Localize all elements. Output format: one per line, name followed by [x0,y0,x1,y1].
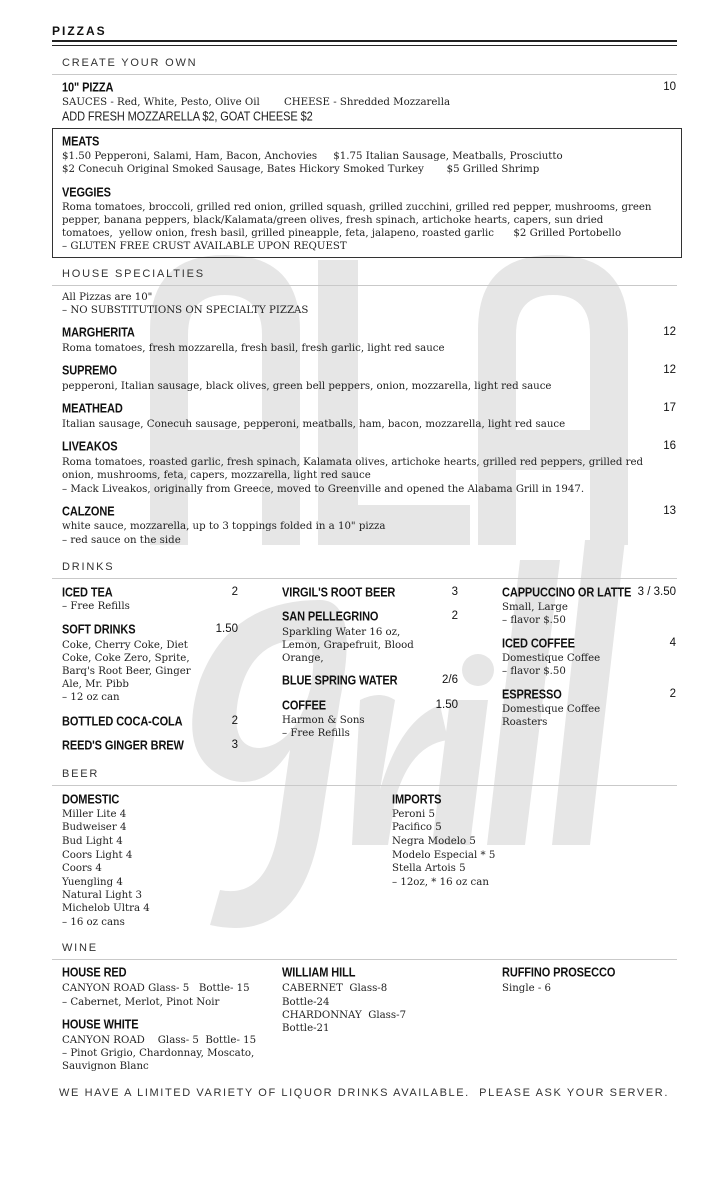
wine-detail: CANYON ROAD Glass- 5 Bottle- 15 [62,983,250,994]
wine-house-white-title: HOUSE WHITE [62,1018,139,1032]
beer-item: Bud Light 4 [62,836,123,847]
footer-note: WE HAVE A LIMITED VARIETY OF LIQUOR DRINKS AVAILABLE. PLEASE ASK YOUR SERVER. [59,1087,669,1099]
wine-ruffino-title: RUFFINO PROSECCO [502,966,616,980]
drink-price: 3 [451,586,458,598]
pizza-price: 10 [663,81,676,93]
section-create-your-own: CREATE YOUR OWN [62,57,198,69]
beer-item: Peroni 5 [392,809,435,820]
drink-name: ESPRESSO [502,688,562,702]
beer-item: Yuengling 4 [62,877,123,888]
beer-item: Coors 4 [62,863,102,874]
beer-item: Natural Light 3 [62,890,143,901]
section-wine: WINE [62,942,98,954]
drink-price: 2/6 [442,674,458,686]
beer-note: – 16 oz cans [62,917,125,928]
drink-detail: Small, Large [502,602,568,613]
beer-item: Pacifico 5 [392,822,442,833]
drink-detail: Harmon & Sons [282,715,365,726]
drink-detail: Sparkling Water 16 oz, [282,627,401,638]
menu-item-name: MARGHERITA [62,326,135,340]
drink-price: 2 [231,586,238,598]
section-house-specialties: HOUSE SPECIALTIES [62,268,205,280]
drink-detail: – Free Refills [282,728,350,739]
beer-domestic-title: DOMESTIC [62,793,120,807]
menu-item-description: white sauce, mozzarella, up to 3 toppings folded in a 10" pizza [62,521,386,532]
drink-detail: Domestique Coffee [502,653,601,664]
drink-price: 2 [231,715,238,727]
drink-detail: Ale, Mr. Pibb [62,679,129,690]
drink-name: ICED COFFEE [502,637,575,651]
drink-detail: Domestique Coffee [502,704,601,715]
drink-detail: Lemon, Grapefruit, Blood [282,640,414,651]
drink-price: 4 [669,637,676,649]
menu-item-price: 17 [663,402,676,414]
wine-william-hill-title: WILLIAM HILL [282,966,356,980]
beer-item: Budweiser 4 [62,822,127,833]
section-divider [52,74,677,75]
title-rule-thin [52,45,677,46]
menu-item-name: LIVEAKOS [62,440,118,454]
drink-price: 2 [669,688,676,700]
wine-detail: CANYON ROAD Glass- 5 Bottle- 15 [62,1035,257,1046]
wine-detail: Bottle-24 [282,997,330,1008]
section-divider [52,285,677,286]
drink-name: BLUE SPRING WATER [282,674,398,688]
beer-item: Stella Artois 5 [392,863,466,874]
menu-item-price: 16 [663,440,676,452]
section-divider [52,785,677,786]
specialties-note-1: All Pizzas are 10" [62,292,153,303]
drink-price: 2 [451,610,458,622]
menu-item-price: 13 [663,505,676,517]
veggies-line-1: Roma tomatoes, broccoli, grilled red onion, grilled squash, grilled zucchini, grilled red pepper, mushrooms, green [62,202,652,213]
menu-item-description: – Mack Liveakos, originally from Greece, moved to Greenville and opened the Alabama Grill in 1947. [62,484,585,495]
section-divider [52,578,677,579]
drink-name: SAN PELLEGRINO [282,610,379,624]
sauces-text: SAUCES - Red, White, Pesto, Olive Oil [62,97,260,108]
menu-item-description: onion, mushrooms, feta, capers, mozzarella, light red sauce [62,470,371,481]
beer-item: Coors Light 4 [62,850,133,861]
menu-item-price: 12 [663,364,676,376]
wine-detail: CABERNET Glass-8 [282,983,388,994]
drink-detail: Coke, Coke Zero, Sprite, [62,653,190,664]
drink-detail: – Free Refills [62,601,130,612]
beer-item: Miller Lite 4 [62,809,127,820]
page-title: PIZZAS [52,24,107,38]
beer-note: – 12oz, * 16 oz can [392,877,489,888]
drink-name: CAPPUCCINO OR LATTE [502,586,632,600]
menu-item-name: CALZONE [62,505,115,519]
menu-item-description: Roma tomatoes, roasted garlic, fresh spinach, Kalamata olives, artichoke hearts, grilled red peppers, grilled red [62,457,644,468]
menu-item-description: Roma tomatoes, fresh mozzarella, fresh basil, fresh garlic, light red sauce [62,343,445,354]
gluten-free-note: – GLUTEN FREE CRUST AVAILABLE UPON REQUEST [62,241,347,252]
wine-detail: – Pinot Grigio, Chardonnay, Moscato, [62,1048,255,1059]
beer-item: Negra Modelo 5 [392,836,476,847]
menu-item-description: Italian sausage, Conecuh sausage, pepperoni, meatballs, ham, bacon, mozzarella, light red sauce [62,419,566,430]
drink-price: 1.50 [435,699,458,711]
drink-detail: Roasters [502,717,548,728]
menu-item-description: pepperoni, Italian sausage, black olives, green bell peppers, onion, mozzarella, light red sauce [62,381,552,392]
drink-name: COFFEE [282,699,327,713]
menu-item-price: 12 [663,326,676,338]
meats-title: MEATS [62,135,100,149]
drink-detail: Coke, Cherry Coke, Diet [62,640,188,651]
drink-price: 1.50 [215,623,238,635]
specialties-note-2: – NO SUBSTITUTIONS ON SPECIALTY PIZZAS [62,305,309,316]
title-rule [52,40,677,42]
drink-price: 3 / 3.50 [637,586,676,598]
drink-price: 3 [231,739,238,751]
drink-name: SOFT DRINKS [62,623,136,637]
drink-name: ICED TEA [62,586,113,600]
menu-item-name: SUPREMO [62,364,117,378]
wine-detail: – Cabernet, Merlot, Pinot Noir [62,997,220,1008]
drink-detail: – flavor $.50 [502,666,566,677]
drink-detail: – flavor $.50 [502,615,566,626]
pizza-name: 10" PIZZA [62,81,114,95]
wine-detail: Single - 6 [502,983,552,994]
veggies-title: VEGGIES [62,186,111,200]
menu-item-description: – red sauce on the side [62,535,181,546]
addons-text: ADD FRESH MOZZARELLA $2, GOAT CHEESE $2 [62,110,313,124]
section-drinks: DRINKS [62,561,115,573]
veggies-line-3: tomatoes, yellow onion, fresh basil, grilled pineapple, feta, jalapeno, roasted garlic $2 Grilled Portobello [62,228,622,239]
section-divider [52,959,677,960]
beer-item: Michelob Ultra 4 [62,903,150,914]
drink-name: VIRGIL'S ROOT BEER [282,586,396,600]
wine-house-red-title: HOUSE RED [62,966,127,980]
wine-detail: Bottle-21 [282,1023,330,1034]
drink-detail: – 12 oz can [62,692,120,703]
section-beer: BEER [62,768,100,780]
drink-detail: Orange, [282,653,324,664]
drink-name: REED'S GINGER BREW [62,739,184,753]
drink-detail: Barq's Root Beer, Ginger [62,666,191,677]
drink-name: BOTTLED COCA-COLA [62,715,183,729]
menu-item-name: MEATHEAD [62,402,123,416]
meats-line-2: $2 Conecuh Original Smoked Sausage, Bates Hickory Smoked Turkey $5 Grilled Shrimp [62,164,540,175]
wine-detail: CHARDONNAY Glass-7 [282,1010,407,1021]
veggies-line-2: pepper, banana peppers, black/Kalamata/green olives, fresh spinach, artichoke hearts, capers, sun dried [62,215,604,226]
beer-imports-title: IMPORTS [392,793,442,807]
cheese-text: CHEESE - Shredded Mozzarella [284,97,451,108]
wine-detail: Sauvignon Blanc [62,1061,149,1072]
beer-item: Modelo Especial * 5 [392,850,496,861]
meats-line-1: $1.50 Pepperoni, Salami, Ham, Bacon, Anchovies $1.75 Italian Sausage, Meatballs, Prosciutto [62,151,563,162]
